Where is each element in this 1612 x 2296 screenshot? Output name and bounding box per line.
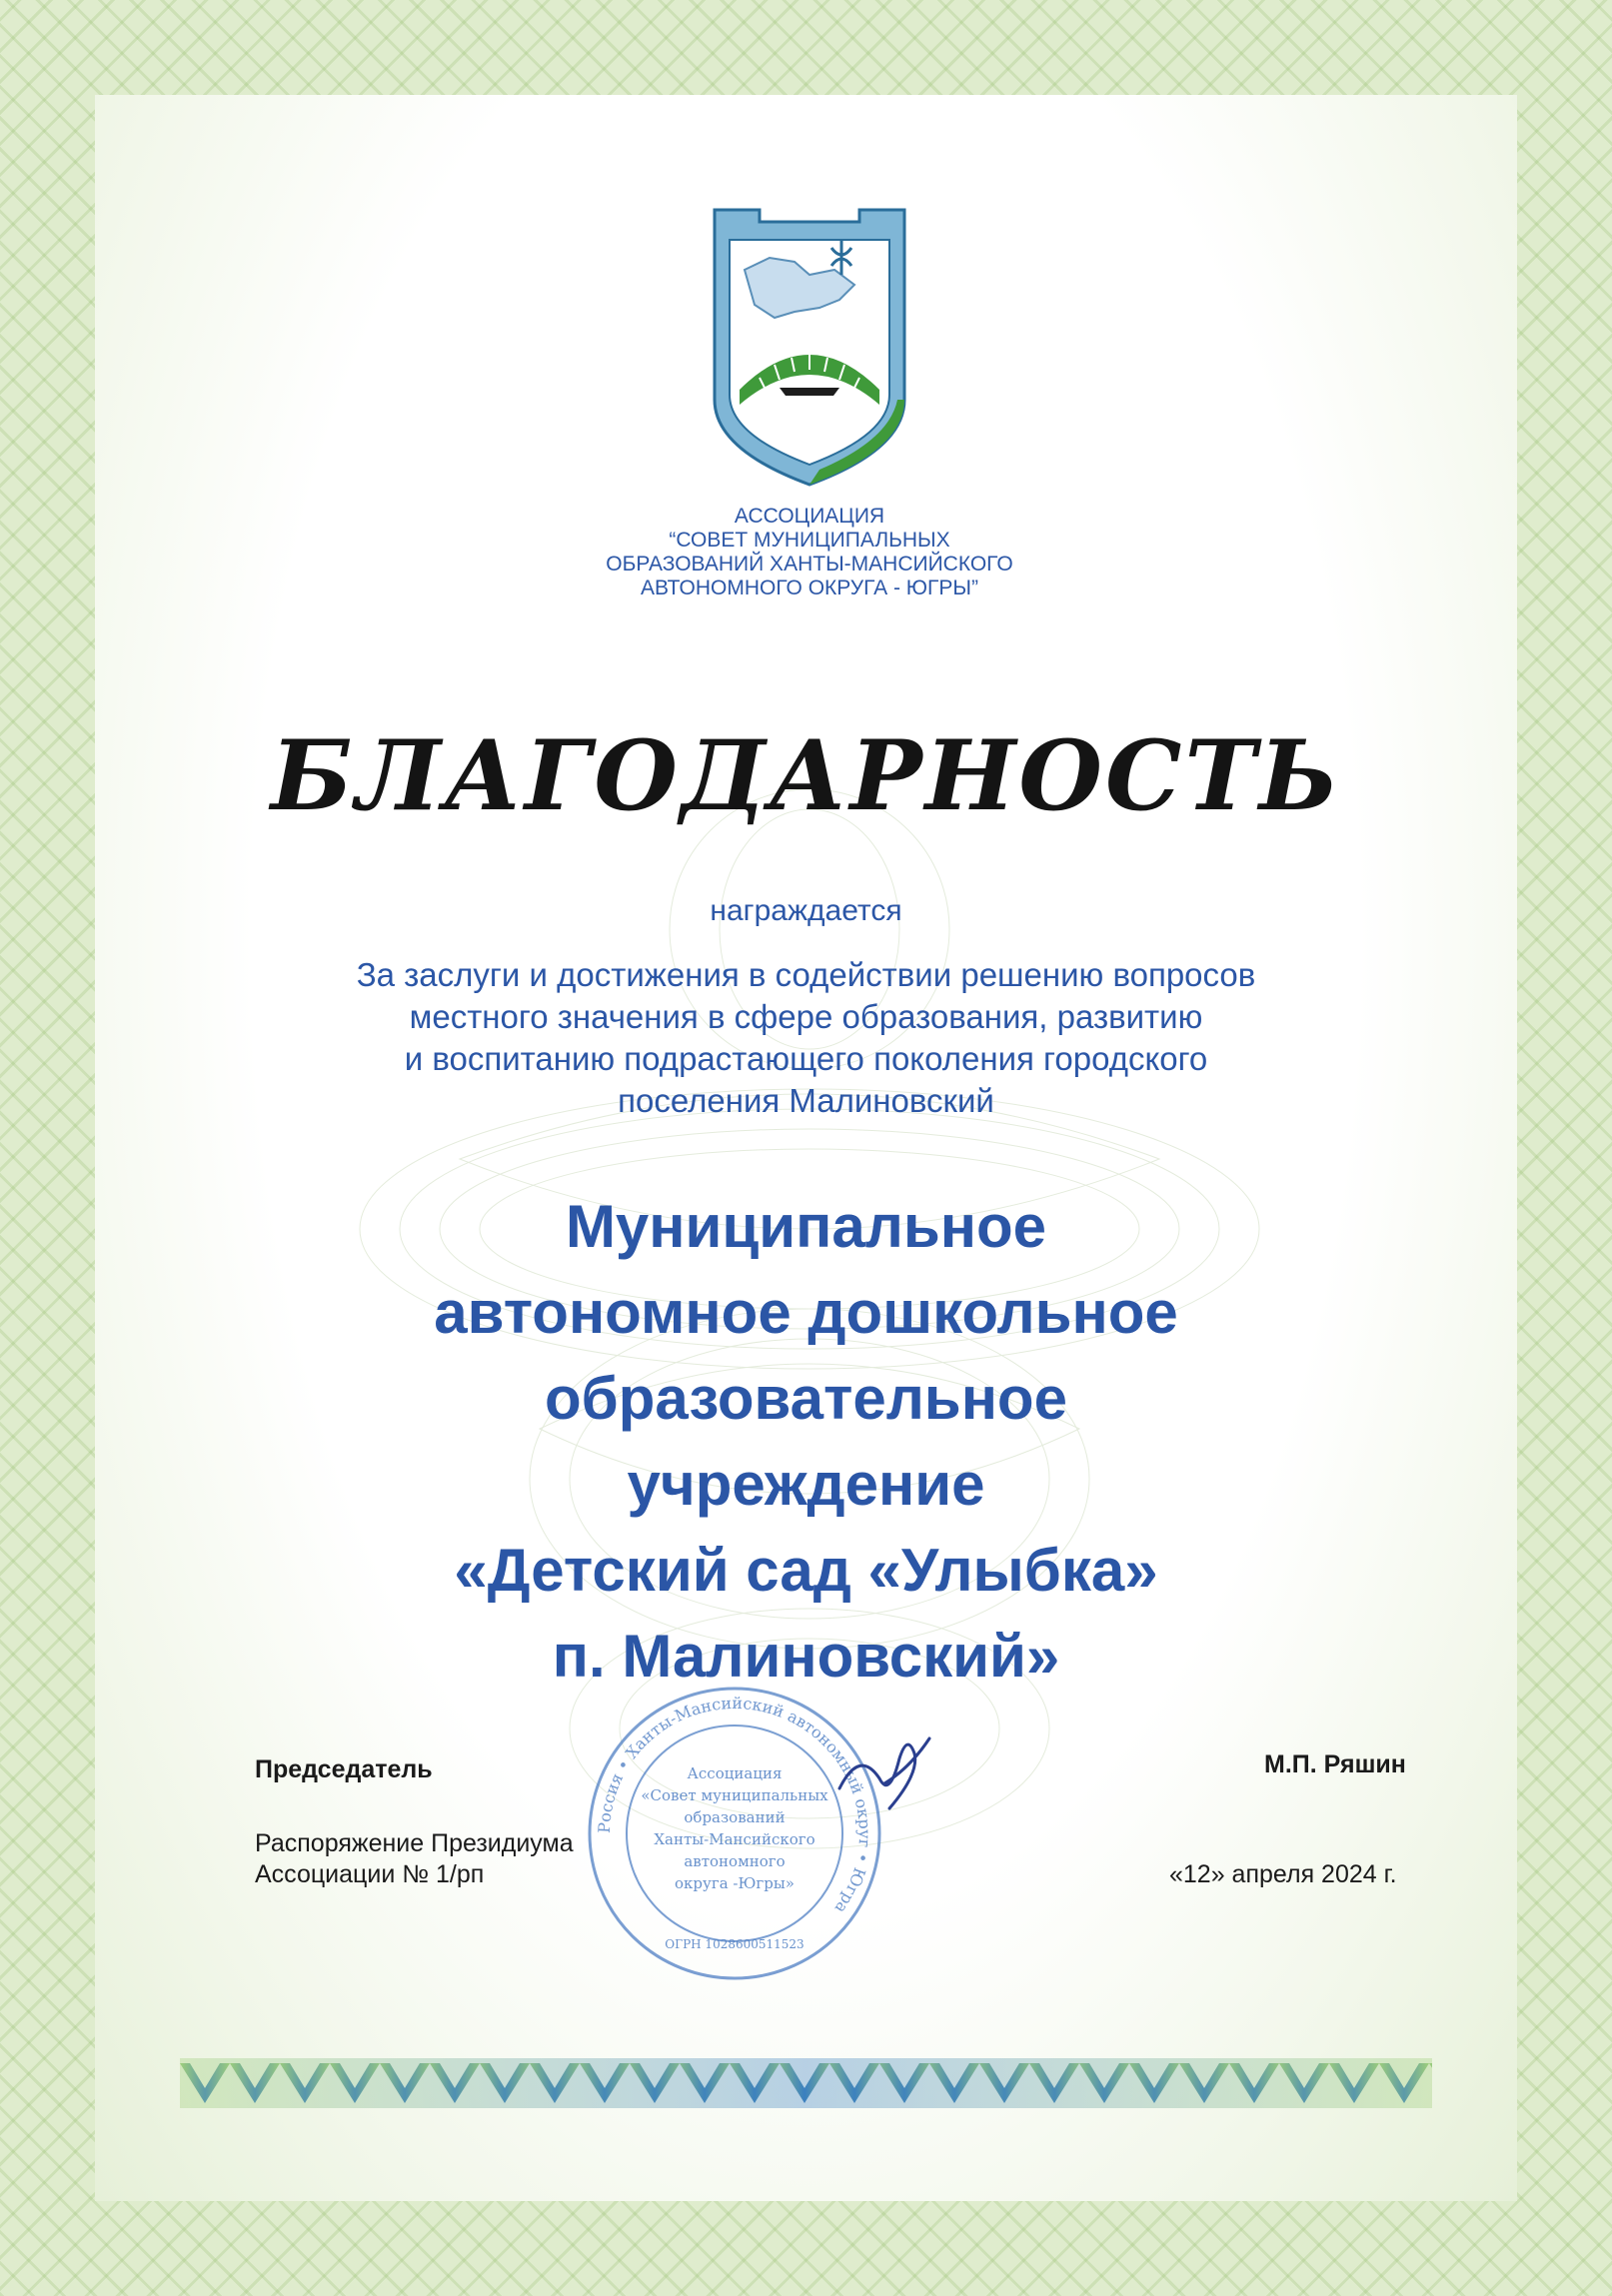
association-line: ОБРАЗОВАНИЙ ХАНТЫ-МАНСИЙСКОГО — [606, 553, 1013, 575]
recipient-organization — [180, 1184, 1432, 1700]
stamp-outer-text: Россия • Ханты-Мансийский автономный округ • Югра — [594, 1693, 875, 1917]
recipient-line: Муниципальное — [565, 1193, 1047, 1260]
recipient-line: образовательное — [545, 1365, 1067, 1432]
association-emblem — [700, 200, 919, 490]
recipient-line: учреждение — [627, 1451, 985, 1518]
certificate-title: БЛАГОДАРНОСТЬ — [270, 719, 1342, 832]
recipient-line: автономное дошкольное — [434, 1279, 1178, 1346]
stamp-line: автономного — [684, 1852, 786, 1870]
chair-label: Председатель — [255, 1755, 433, 1783]
stamp-line: «Совет муниципальных — [641, 1786, 828, 1804]
order-reference — [255, 1828, 574, 1890]
association-line: АССОЦИАЦИЯ — [734, 505, 885, 528]
order-line: Распоряжение Президиума — [255, 1829, 574, 1857]
issue-date: «12» апреля 2024 г. — [1169, 1860, 1397, 1888]
reason-line: и воспитанию подрастающего поколения городского — [404, 1040, 1208, 1077]
stamp-line: образований — [684, 1808, 786, 1826]
association-name — [520, 505, 1099, 600]
recipient-line: «Детский сад «Улыбка» — [454, 1537, 1158, 1604]
bottom-ornament — [180, 2058, 1432, 2108]
signer-name: М.П. Ряшин — [1264, 1750, 1406, 1778]
stamp-line: округа -Югры» — [675, 1874, 795, 1892]
reason-line: За заслуги и достижения в содействии решению вопросов — [356, 956, 1256, 993]
recipient-line: п. Малиновский» — [552, 1623, 1060, 1690]
association-line: “СОВЕТ МУНИЦИПАЛЬНЫХ — [669, 529, 950, 552]
award-reason — [230, 954, 1382, 1122]
reason-line: местного значения в сфере образования, развитию — [409, 998, 1203, 1035]
stamp-ogrn: ОГРН 1028600511523 — [665, 1937, 805, 1951]
order-line: Ассоциации № 1/рп — [255, 1860, 485, 1888]
stamp-line: Ассоциация — [687, 1764, 783, 1782]
awarded-label: награждается — [710, 894, 902, 927]
reason-line: поселения Малиновский — [618, 1082, 994, 1119]
stamp-line: Ханты-Мансийского — [654, 1830, 815, 1848]
association-line: АВТОНОМНОГО ОКРУГА - ЮГРЫ” — [641, 576, 978, 599]
signature-mark — [829, 1728, 939, 1818]
